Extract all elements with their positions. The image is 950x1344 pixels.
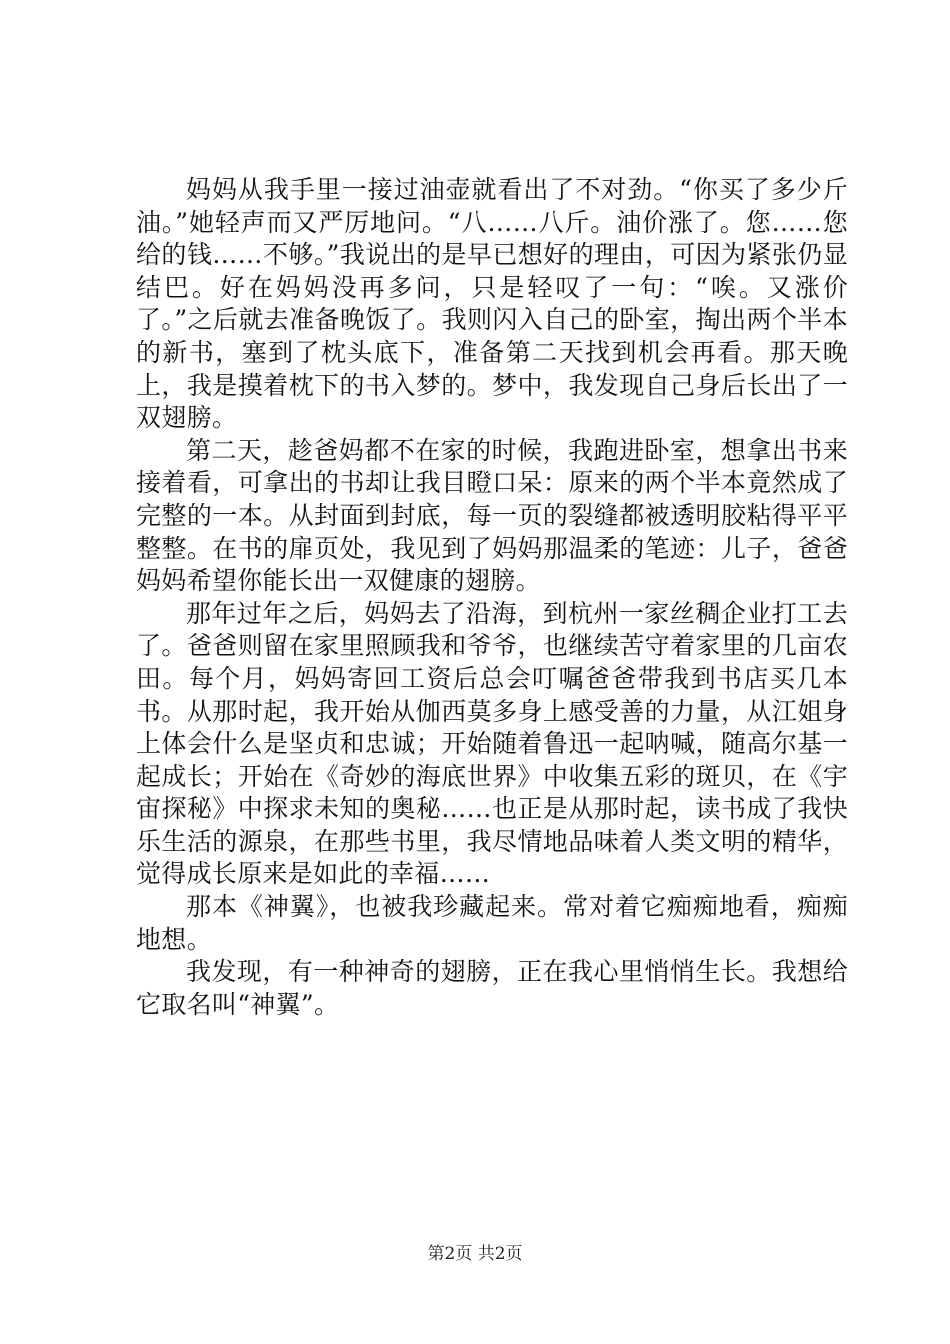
paragraph-5: 我发现，有一种神奇的翅膀，正在我心里悄悄生长。我想给它取名叫“神翼”。 — [136, 957, 848, 1019]
page-number-footer: 第2页 共2页 — [427, 1244, 523, 1264]
paragraph-2: 第二天，趁爸妈都不在家的时候，我跑进卧室，想拿出书来接着看，可拿出的书却让我目瞪口呆：原来的两个半本竟然成了完整的一本。从封面到封底，每一页的裂缝都被透明胶粘得平平整整。在书的扉页处，我见到了妈妈那温柔的笔迹：儿子，爸爸妈妈希望你能长出一双健康的翅膀。 — [136, 435, 848, 596]
paragraph-3: 那年过年之后，妈妈去了沿海，到杭州一家丝稠企业打工去了。爸爸则留在家里照顾我和爷爷，也继续苦守着家里的几亩农田。每个月，妈妈寄回工资后总会叮嘱爸爸带我到书店买几本书。从那时起，我开始从伽西莫多身上感受善的力量，从江姐身上体会什么是坚贞和忠诚；开始随着鲁迅一起呐喊，随高尔基一起成长；开始在《奇妙的海底世界》中收集五彩的斑贝，在《宇宙探秘》中探求未知的奥秘……也正是从那时起，读书成了我快乐生活的源泉，在那些书里，我尽情地品味着人类文明的精华，觉得成长原来是如此的幸福…… — [136, 598, 848, 889]
document-body — [136, 174, 848, 1021]
paragraph-1: 妈妈从我手里一接过油壶就看出了不对劲。“你买了多少斤油。”她轻声而又严厉地问。“八……八斤。油价涨了。您……您给的钱……不够。”我说出的是早已想好的理由，可因为紧张仍显结巴。好在妈妈没再多问，只是轻叹了一句：“唉。又涨价了。”之后就去准备晚饭了。我则闪入自己的卧室，掏出两个半本的新书，塞到了枕头底下，准备第二天找到机会再看。那天晚上，我是摸着枕下的书入梦的。梦中，我发现自己身后长出了一双翅膀。 — [136, 175, 848, 433]
paragraph-4: 那本《神翼》，也被我珍藏起来。常对着它痴痴地看，痴痴地想。 — [136, 892, 848, 954]
